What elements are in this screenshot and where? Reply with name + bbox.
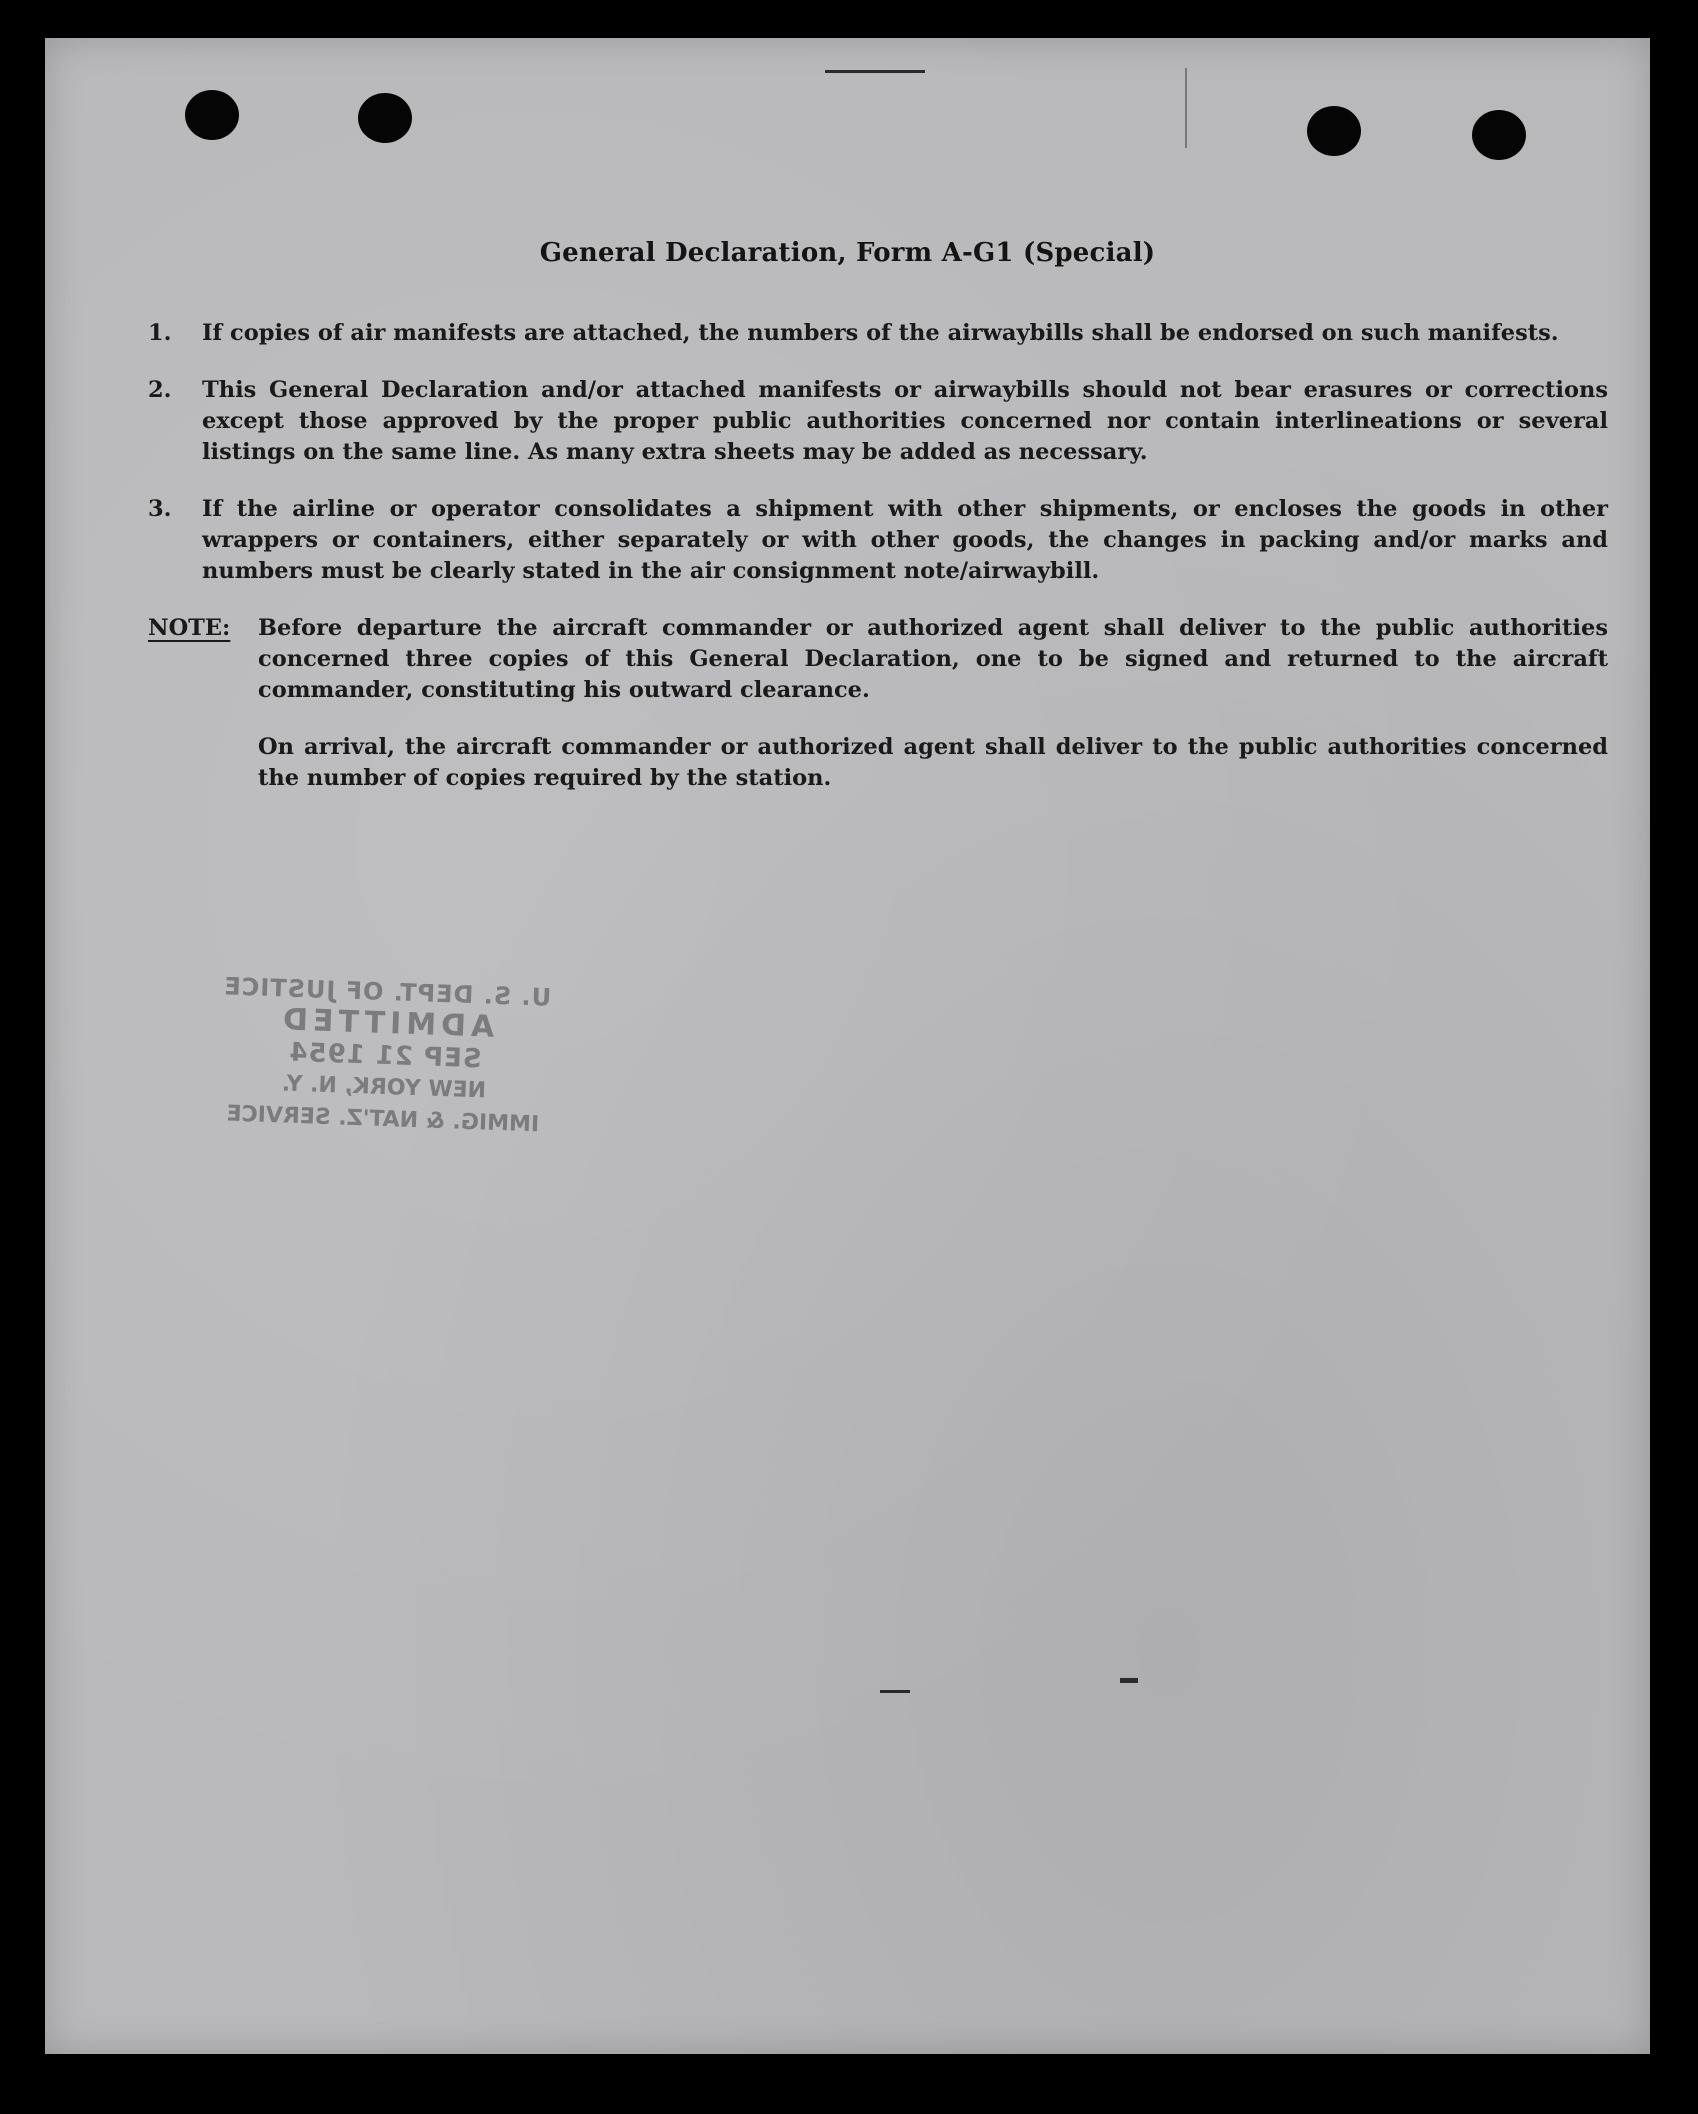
note-label: NOTE: — [148, 615, 231, 641]
scan-mark — [825, 70, 925, 73]
scan-mark — [1185, 68, 1187, 148]
note-paragraph: On arrival, the aircraft commander or authorized agent shall deliver to the public authorities concerned the number of copies required by the station. — [258, 734, 1608, 791]
list-item — [148, 375, 1608, 468]
list-item — [148, 318, 1608, 349]
punch-hole — [185, 90, 239, 140]
page-title: General Declaration, Form A-G1 (Special) — [539, 238, 1156, 268]
punch-hole — [1472, 110, 1526, 160]
punch-hole — [358, 93, 412, 143]
stamp-line: IMMIG. & NAT'Z. SERVICE — [226, 1101, 540, 1138]
item-text: If copies of air manifests are attached, the numbers of the airwaybills shall be endorsed on such manifests. — [202, 320, 1559, 346]
item-number: 2. — [148, 377, 172, 403]
note-paragraph: Before departure the aircraft commander or authorized agent shall deliver to the public authorities concerned three copies of this General Declaration, one to be signed and returned to the aircraft commander, constituting his outward clearance. — [258, 615, 1608, 703]
note-block — [148, 613, 1608, 706]
list-item — [148, 494, 1608, 587]
item-number: 1. — [148, 320, 172, 346]
document-page — [45, 38, 1650, 2054]
punch-hole — [1307, 106, 1361, 156]
immigration-stamp — [212, 970, 557, 1142]
item-text: This General Declaration and/or attached manifests or airwaybills should not bear erasures or corrections except those approved by the proper public authorities concerned nor contain interlineations or several listings on the same line. As many extra sheets may be added as necessary. — [202, 377, 1608, 465]
item-number: 3. — [148, 496, 172, 522]
scan-mark — [1120, 1678, 1138, 1683]
stamp-line: U. S. DEPT. OF JUSTICE — [222, 972, 552, 1012]
item-text: If the airline or operator consolidates a shipment with other shipments, or encloses the goods in other wrappers or containers, either separately or with other goods, the changes in packing and/or marks and numbers must be clearly stated in the air consignment note/airwaybill. — [202, 496, 1608, 584]
stamp-line: NEW YORK, N. Y. — [281, 1071, 487, 1104]
stamp-line: SEP 21 1954 — [287, 1037, 483, 1075]
scan-mark — [880, 1690, 910, 1693]
stamp-line: ADMITTED — [277, 1002, 495, 1045]
